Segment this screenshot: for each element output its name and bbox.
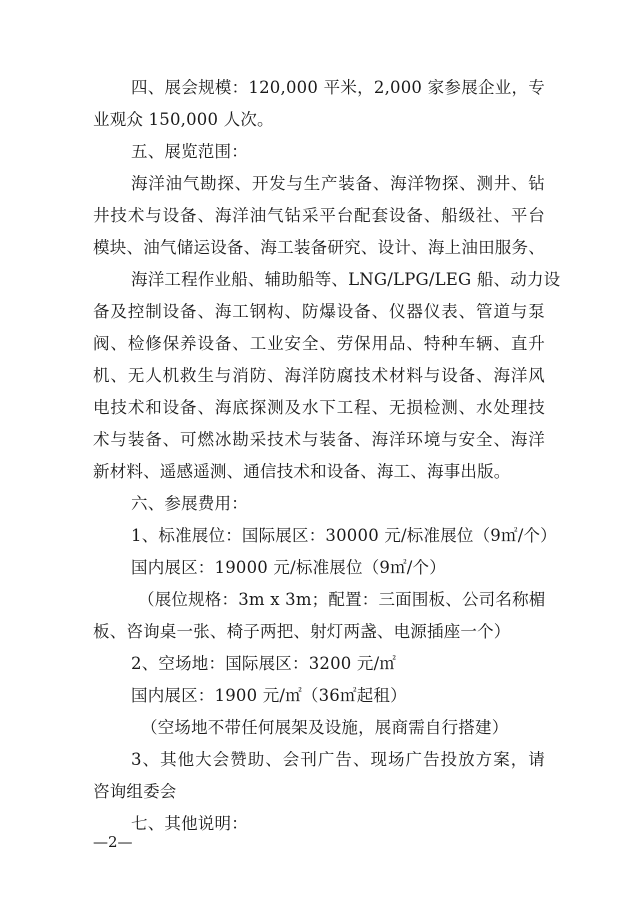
other-sponsorship-line-1: 3、其他大会赞助、会刊广告、现场广告投放方案，请: [131, 750, 545, 769]
raw-space-international: 2、空场地：国际展区：3200 元/㎡: [131, 654, 397, 673]
section-7-heading: 七、其他说明：: [131, 814, 248, 833]
exhibit-scope-line-5: 备及控制设备、海工钢构、防爆设备、仪器仪表、管道与泵: [93, 302, 545, 321]
exhibit-scope-line-8: 电技术和设备、海底探测及水下工程、无损检测、水处理技: [93, 398, 545, 417]
exhibit-scope-line-1: 海洋油气勘探、开发与生产装备、海洋物探、测井、钻: [131, 174, 545, 193]
page-number: —2—: [93, 833, 133, 851]
raw-space-note: （空场地不带任何展架及设施，展商需自行搭建）: [141, 718, 509, 737]
raw-space-domestic: 国内展区：1900 元/㎡（36㎡起租）: [131, 686, 407, 705]
exhibit-scope-line-3: 模块、油气储运设备、海工装备研究、设计、海上油田服务、: [93, 238, 545, 257]
exhibit-scope-line-4: 海洋工程作业船、辅助船等、LNG/LPG/LEG 船、动力设: [131, 270, 561, 289]
exhibit-scope-line-9: 术与装备、可燃冰勘采技术与装备、海洋环境与安全、海洋: [93, 430, 545, 449]
section-4-scale-line-1: 四、展会规模：120,000 平米，2,000 家参展企业，专: [131, 78, 545, 97]
exhibit-scope-line-10: 新材料、遥感遥测、通信技术和设备、海工、海事出版。: [93, 462, 511, 481]
section-4-scale-line-2: 业观众 150,000 人次。: [93, 110, 274, 129]
booth-spec-line-2: 板、咨询桌一张、椅子两把、射灯两盏、电源插座一个）: [93, 622, 511, 641]
section-6-heading: 六、参展费用：: [131, 494, 248, 513]
other-sponsorship-line-2: 咨询组委会: [93, 782, 177, 801]
section-5-heading: 五、展览范围：: [131, 142, 248, 161]
exhibit-scope-line-6: 阀、检修保养设备、工业安全、劳保用品、特种车辆、直升: [93, 334, 545, 353]
standard-booth-international: 1、标准展位：国际展区：30000 元/标准展位（9㎡/个）: [131, 526, 557, 545]
exhibit-scope-line-2: 井技术与设备、海洋油气钻采平台配套设备、船级社、平台: [93, 206, 545, 225]
exhibit-scope-line-7: 机、无人机救生与消防、海洋防腐技术材料与设备、海洋风: [93, 366, 545, 385]
standard-booth-domestic: 国内展区：19000 元/标准展位（9㎡/个）: [131, 558, 446, 577]
booth-spec-line-1: （展位规格：3m x 3m；配置：三面围板、公司名称楣: [138, 590, 546, 609]
